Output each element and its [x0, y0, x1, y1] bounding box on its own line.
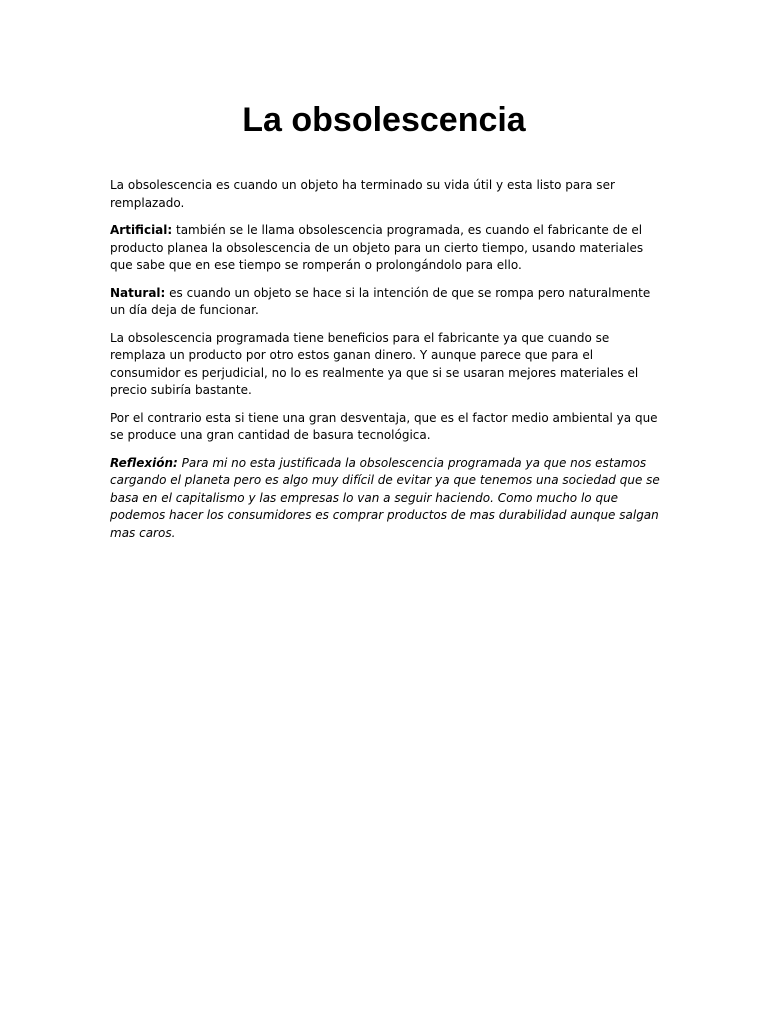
- disadvantage-text: Por el contrario esta si tiene una gran desventaja, que es el factor medio ambiental ya que se produce una gran cantidad de basura tecnológica.: [110, 410, 658, 442]
- natural-text: es cuando un objeto se hace si la intención de que se rompa pero naturalmente un día deja de funcionar.: [110, 285, 651, 317]
- paragraph-disadvantage: [110, 410, 662, 445]
- benefits-text: La obsolescencia programada tiene beneficios para el fabricante ya que cuando se remplaza un producto por otro estos ganan dinero. Y aunque parece que para el consumidor es perjudicial, no lo es realmente ya que si se usaran mejores materiales el precio subiría bastante.: [110, 330, 639, 397]
- paragraph-natural: [110, 285, 662, 320]
- document-body: [110, 177, 662, 552]
- reflection-text: Para mi no esta justificada la obsolescencia programada ya que nos estamos cargando el planeta pero es algo muy difícil de evitar ya que tenemos una sociedad que se basa en el capitalismo y las empresas lo van a seguir haciendo. Como mucho lo que podemos hacer los consumidores es comprar productos de mas durabilidad aunque salgan mas caros.: [110, 455, 660, 540]
- artificial-text: también se le llama obsolescencia programada, es cuando el fabricante de el producto planea la obsolescencia de un objeto para un cierto tiempo, usando materiales que sabe que en ese tiempo se romperán o prolongándolo para ello.: [110, 223, 644, 272]
- paragraph-benefits: [110, 330, 662, 400]
- paragraph-artificial: [110, 222, 662, 275]
- paragraph-intro: [110, 177, 662, 212]
- natural-label: Natural:: [110, 285, 166, 300]
- reflection-label: Reflexión:: [110, 455, 178, 470]
- intro-text: La obsolescencia es cuando un objeto ha terminado su vida útil y esta listo para ser remplazado.: [110, 178, 615, 210]
- paragraph-reflection: [110, 455, 662, 543]
- document-title: La obsolescencia: [242, 101, 526, 139]
- artificial-label: Artificial:: [110, 223, 173, 237]
